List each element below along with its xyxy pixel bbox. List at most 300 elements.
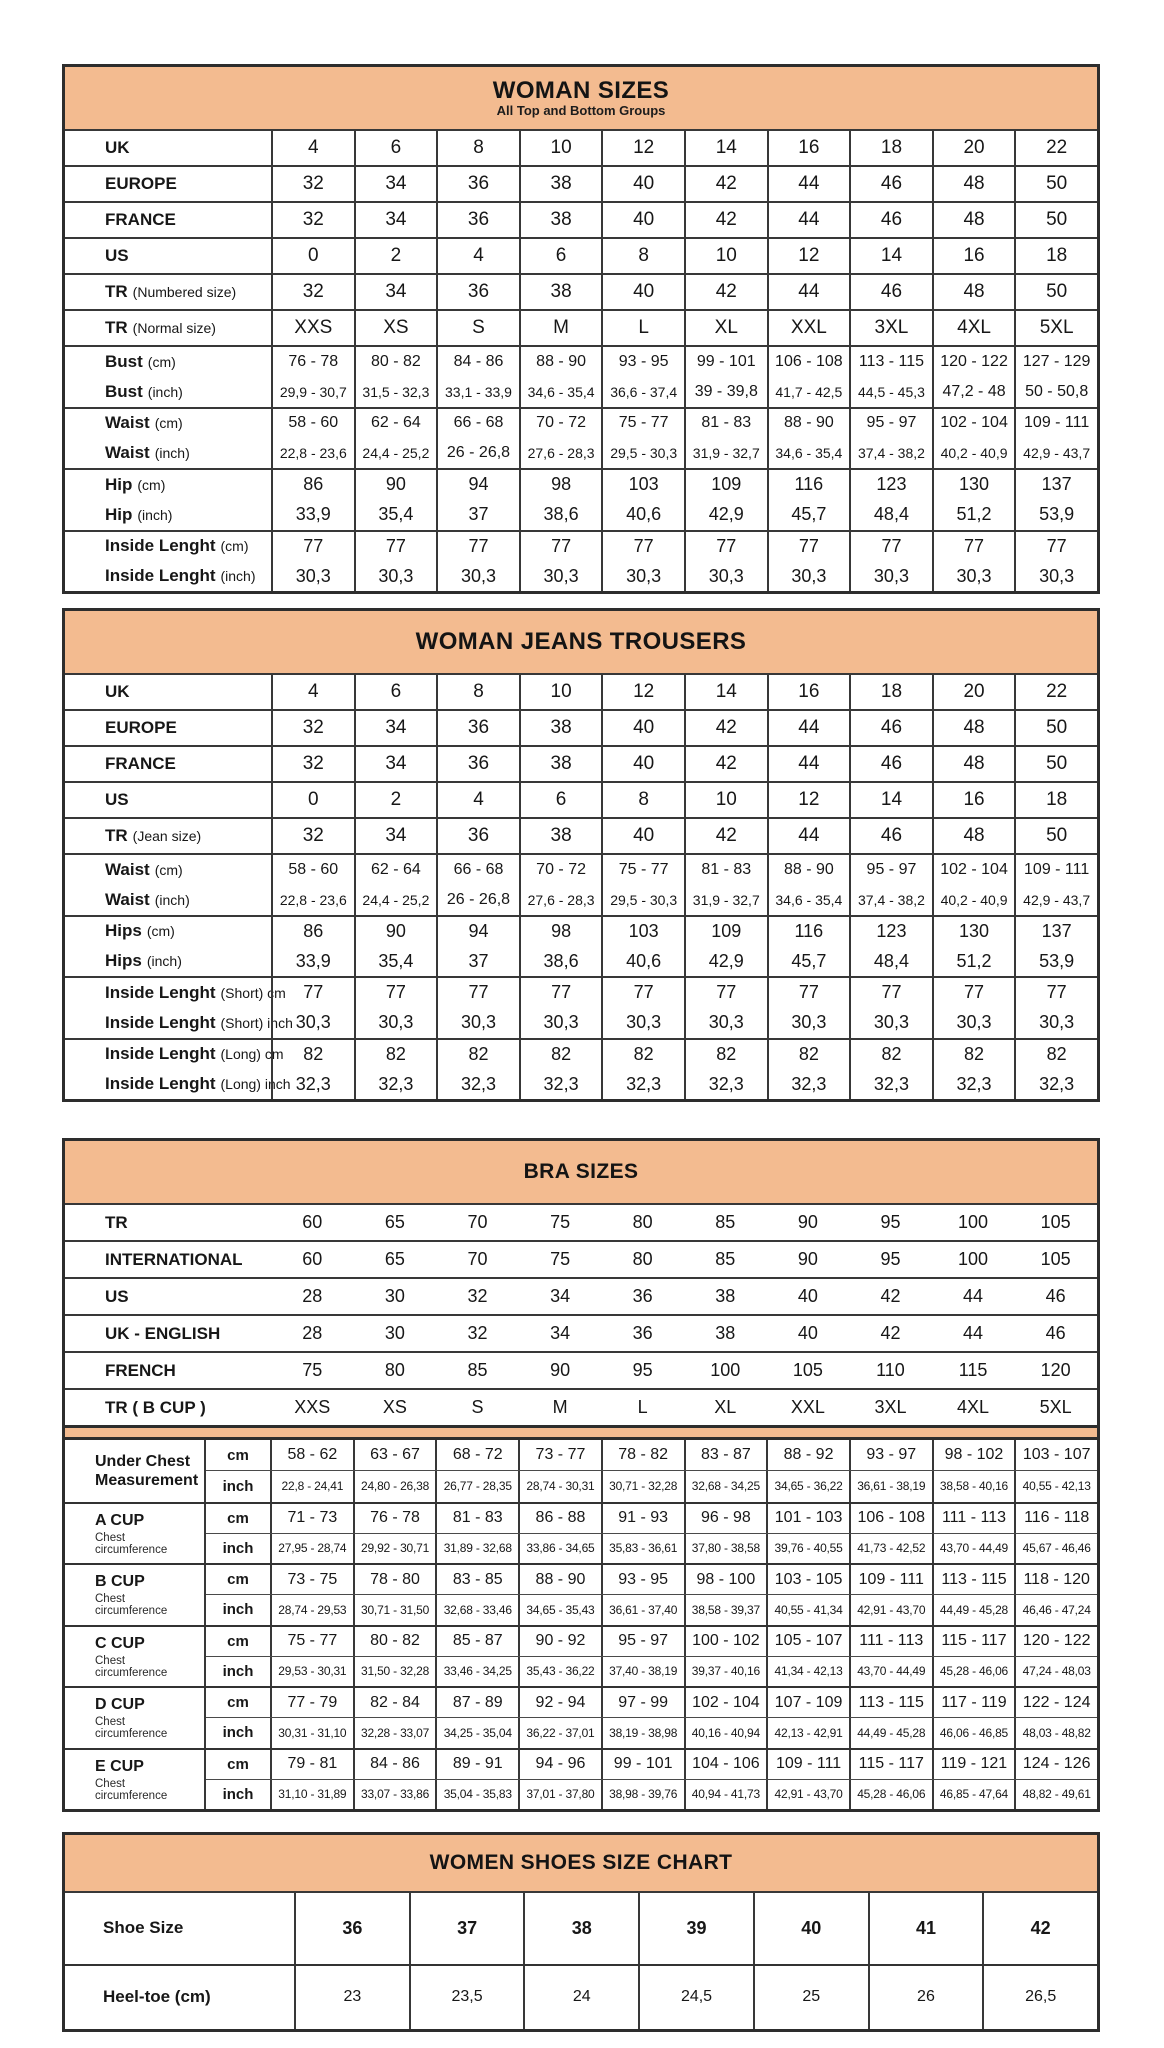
row-label-main: UK - ENGLISH bbox=[105, 1323, 221, 1343]
size-value: 77 bbox=[385, 535, 406, 556]
row-label bbox=[65, 978, 293, 1038]
bra-size-cell: 32 bbox=[467, 1323, 488, 1343]
size-cell-group bbox=[436, 532, 519, 592]
cup-subtitle: Chest circumference bbox=[95, 1654, 168, 1679]
measure-cell: 118 - 120 bbox=[1014, 1565, 1097, 1594]
women-shoes-table bbox=[62, 1832, 1100, 2032]
size-cell: 34 bbox=[354, 711, 437, 745]
size-cell: 42 bbox=[684, 747, 767, 781]
size-value: 27,6 - 28,3 bbox=[527, 891, 595, 908]
size-cell-group bbox=[1014, 532, 1097, 592]
size-cell: 48 bbox=[932, 167, 1015, 201]
bra-size-cell: 30 bbox=[384, 1323, 405, 1343]
size-value: 90 bbox=[385, 474, 406, 495]
measure-cell: 37,01 - 37,80 bbox=[518, 1780, 601, 1809]
row-label-note: (cm) bbox=[220, 538, 249, 555]
size-cell-group bbox=[767, 855, 850, 915]
size-cell-group bbox=[684, 1040, 767, 1100]
measure-cell: 44,49 - 45,28 bbox=[932, 1595, 1015, 1624]
measure-cell: 83 - 87 bbox=[684, 1440, 767, 1470]
size-value: 37 bbox=[468, 504, 489, 525]
shoe-cell: 23 bbox=[294, 1966, 409, 2030]
row-label-note: (inch) bbox=[154, 891, 190, 908]
size-value: 82 bbox=[303, 1043, 324, 1064]
row-label-note: (cm) bbox=[147, 353, 176, 370]
measure-cell: 92 - 94 bbox=[518, 1688, 601, 1717]
size-value: 127 - 129 bbox=[1022, 352, 1091, 370]
row-label-line bbox=[65, 1008, 293, 1038]
size-cell-group bbox=[684, 532, 767, 592]
size-cell: M bbox=[519, 311, 602, 345]
size-row bbox=[65, 237, 1097, 273]
measure-cell: 109 - 111 bbox=[766, 1750, 849, 1779]
size-value: 32,3 bbox=[626, 1073, 662, 1094]
bra-size-cell: 40 bbox=[797, 1286, 818, 1306]
size-cell: 50 bbox=[1014, 275, 1097, 309]
size-value: 37,4 - 38,2 bbox=[857, 891, 925, 908]
unit-label: inch bbox=[222, 1477, 254, 1495]
size-cell-group bbox=[1014, 1040, 1097, 1100]
size-value: 98 bbox=[551, 920, 572, 941]
measure-cell: 32,68 - 34,25 bbox=[684, 1471, 767, 1501]
size-cell-group bbox=[354, 347, 437, 407]
bra-size-cell: 32 bbox=[467, 1286, 488, 1306]
measure-cell: 39,37 - 40,16 bbox=[684, 1657, 767, 1686]
bra-size-cell: 60 bbox=[302, 1249, 323, 1269]
row-label-main: EUROPE bbox=[105, 174, 177, 193]
bra-conversion-row bbox=[65, 1314, 1097, 1351]
size-value: 50 - 50,8 bbox=[1025, 382, 1089, 400]
bra-cup-group bbox=[65, 1440, 1097, 1502]
measure-cell: 115 - 117 bbox=[932, 1627, 1015, 1656]
shoe-cell: 37 bbox=[409, 1893, 524, 1964]
size-cell-group bbox=[1014, 978, 1097, 1038]
size-cell: 50 bbox=[1014, 203, 1097, 237]
bra-size-cell: 42 bbox=[880, 1323, 901, 1343]
measure-cell: 71 - 73 bbox=[270, 1504, 353, 1533]
unit-label: inch bbox=[222, 1785, 254, 1803]
size-cell-group bbox=[354, 978, 437, 1038]
size-value: 30,3 bbox=[1039, 1012, 1075, 1033]
measure-cell: 30,31 - 31,10 bbox=[270, 1718, 353, 1747]
size-value: 77 bbox=[551, 535, 572, 556]
row-label-main: Waist bbox=[105, 859, 150, 879]
size-cell: 10 bbox=[684, 239, 767, 273]
measure-cell: 41,73 - 42,52 bbox=[849, 1534, 932, 1563]
row-label-line bbox=[65, 532, 271, 562]
size-value: 102 - 104 bbox=[940, 860, 1008, 878]
women-shoes-body bbox=[65, 1891, 1097, 2029]
measure-cell: 88 - 90 bbox=[518, 1565, 601, 1594]
measure-row bbox=[206, 1627, 1097, 1656]
size-cell: 36 bbox=[436, 275, 519, 309]
bra-size-cell: XXS bbox=[294, 1397, 331, 1417]
cup-measurements bbox=[204, 1504, 1097, 1564]
size-value: 77 bbox=[633, 535, 654, 556]
size-cell: 18 bbox=[849, 131, 932, 165]
size-cell-group bbox=[436, 855, 519, 915]
row-label-main: Inside Lenght bbox=[105, 1074, 216, 1094]
measure-cell: 37,40 - 38,19 bbox=[601, 1657, 684, 1686]
measure-row bbox=[206, 1565, 1097, 1594]
measure-cell: 28,74 - 30,31 bbox=[518, 1471, 601, 1501]
size-cell-group bbox=[684, 470, 767, 530]
size-value: 94 bbox=[468, 920, 489, 941]
size-value: 88 - 90 bbox=[783, 414, 834, 432]
size-cell-group bbox=[932, 347, 1015, 407]
size-value: 42,9 - 43,7 bbox=[1023, 891, 1091, 908]
size-cell: 6 bbox=[354, 131, 437, 165]
size-cell: 16 bbox=[767, 131, 850, 165]
size-cell-group bbox=[271, 532, 354, 592]
size-cell: 50 bbox=[1014, 819, 1097, 853]
bra-cup-group bbox=[65, 1563, 1097, 1625]
size-row bbox=[65, 309, 1097, 345]
size-cell: 46 bbox=[849, 167, 932, 201]
size-cell: 20 bbox=[932, 131, 1015, 165]
bra-size-cell: 65 bbox=[384, 1249, 405, 1269]
size-value: 29,5 - 30,3 bbox=[610, 445, 678, 462]
size-cell-group bbox=[1014, 409, 1097, 469]
size-cell: 50 bbox=[1014, 711, 1097, 745]
row-label-note: (Short) inch bbox=[220, 1014, 293, 1031]
row-label-note: (Normal size) bbox=[132, 320, 216, 336]
size-value: 90 bbox=[385, 920, 406, 941]
size-value: 58 - 60 bbox=[288, 414, 339, 432]
row-label-line bbox=[65, 885, 271, 915]
size-row bbox=[65, 817, 1097, 853]
size-value: 77 bbox=[881, 982, 902, 1003]
size-value: 102 - 104 bbox=[940, 414, 1008, 432]
row-label-note: (inch) bbox=[154, 445, 190, 462]
bra-size-cell: XXL bbox=[790, 1397, 825, 1417]
size-cell-group bbox=[354, 1040, 437, 1100]
bra-size-cell: 120 bbox=[1040, 1360, 1071, 1380]
size-cell-group bbox=[601, 347, 684, 407]
size-cell: 8 bbox=[436, 131, 519, 165]
size-cell: 14 bbox=[849, 239, 932, 273]
size-value: 34,6 - 35,4 bbox=[775, 445, 843, 462]
measure-cell: 30,71 - 31,50 bbox=[353, 1595, 436, 1624]
size-value: 30,3 bbox=[1039, 565, 1075, 586]
measure-cell: 43,70 - 44,49 bbox=[849, 1657, 932, 1686]
size-value: 66 - 68 bbox=[453, 860, 504, 878]
bra-size-cell: 95 bbox=[632, 1360, 653, 1380]
size-value: 37,4 - 38,2 bbox=[857, 445, 925, 462]
bra-size-cell: 85 bbox=[715, 1249, 736, 1269]
size-cell-group bbox=[849, 978, 932, 1038]
row-label bbox=[65, 532, 271, 592]
size-value: 45,7 bbox=[791, 504, 827, 525]
size-value: 109 bbox=[711, 920, 742, 941]
size-value: 34,6 - 35,4 bbox=[527, 383, 595, 400]
size-cell: 16 bbox=[932, 783, 1015, 817]
measure-cell: 79 - 81 bbox=[270, 1750, 353, 1779]
row-label-main: US bbox=[105, 790, 129, 809]
cup-label bbox=[65, 1627, 204, 1687]
unit-label: inch bbox=[222, 1662, 254, 1680]
size-cell-group bbox=[601, 470, 684, 530]
measure-cell: 68 - 72 bbox=[435, 1440, 518, 1470]
size-cell: 16 bbox=[767, 675, 850, 709]
bra-size-cell: 80 bbox=[632, 1249, 653, 1269]
size-cell: 32 bbox=[271, 167, 354, 201]
size-cell: 38 bbox=[519, 275, 602, 309]
size-value: 29,9 - 30,7 bbox=[279, 383, 347, 400]
measure-cell: 32,28 - 33,07 bbox=[353, 1718, 436, 1747]
size-cell: 8 bbox=[436, 675, 519, 709]
size-cell: 46 bbox=[849, 275, 932, 309]
measure-cell: 99 - 101 bbox=[601, 1750, 684, 1779]
size-cell: 2 bbox=[354, 783, 437, 817]
bra-size-cell: 44 bbox=[963, 1286, 984, 1306]
size-cell-group bbox=[601, 855, 684, 915]
size-cell: 10 bbox=[684, 783, 767, 817]
size-value: 30,3 bbox=[873, 1012, 909, 1033]
measure-cell: 103 - 105 bbox=[766, 1565, 849, 1594]
measure-row bbox=[206, 1504, 1097, 1533]
bra-size-cell: 115 bbox=[958, 1360, 988, 1380]
size-value: 77 bbox=[633, 982, 654, 1003]
size-cell: 32 bbox=[271, 819, 354, 853]
cup-label bbox=[65, 1504, 204, 1564]
row-label-main: Hips bbox=[105, 951, 142, 971]
size-value: 37 bbox=[468, 950, 489, 971]
woman-jeans-body bbox=[65, 673, 1097, 1099]
measure-cell: 45,67 - 46,46 bbox=[1014, 1534, 1097, 1563]
row-label bbox=[65, 747, 271, 781]
size-cell-group bbox=[519, 409, 602, 469]
size-cell-group bbox=[271, 347, 354, 407]
unit-label: inch bbox=[222, 1539, 254, 1557]
size-cell: 6 bbox=[354, 675, 437, 709]
row-label-main: Hip bbox=[105, 474, 133, 494]
size-value: 30,3 bbox=[708, 565, 744, 586]
size-value: 109 - 111 bbox=[1024, 414, 1090, 432]
size-value: 30,3 bbox=[295, 1012, 331, 1033]
measure-cell: 91 - 93 bbox=[601, 1504, 684, 1533]
woman-sizes-header bbox=[65, 67, 1097, 129]
size-value: 81 - 83 bbox=[701, 860, 752, 878]
bra-conversion-rows bbox=[65, 1203, 1097, 1425]
row-label-line bbox=[65, 377, 271, 407]
size-cell: 10 bbox=[519, 675, 602, 709]
size-cell: 18 bbox=[1014, 239, 1097, 273]
bra-size-cell: 70 bbox=[467, 1212, 488, 1232]
size-value: 77 bbox=[303, 535, 324, 556]
bra-size-cell: 105 bbox=[792, 1360, 823, 1380]
size-cell-group bbox=[684, 347, 767, 407]
size-cell: 44 bbox=[767, 203, 850, 237]
row-label-main: INTERNATIONAL bbox=[105, 1249, 243, 1269]
row-label-line bbox=[65, 347, 271, 377]
measure-row bbox=[206, 1779, 1097, 1809]
size-cell-group bbox=[271, 855, 354, 915]
shoe-cell: 39 bbox=[638, 1893, 753, 1964]
size-cell-group bbox=[519, 978, 602, 1038]
bra-separator-band bbox=[65, 1425, 1097, 1440]
measure-cell: 94 - 96 bbox=[518, 1750, 601, 1779]
size-cell-group bbox=[684, 855, 767, 915]
bra-sizes-header bbox=[65, 1141, 1097, 1203]
measure-cell: 22,8 - 24,41 bbox=[270, 1471, 353, 1501]
size-cell-group bbox=[519, 1040, 602, 1100]
cup-label bbox=[65, 1750, 204, 1810]
size-cell: 8 bbox=[601, 239, 684, 273]
size-value: 30,3 bbox=[460, 565, 496, 586]
unit-label: cm bbox=[227, 1509, 249, 1527]
bra-size-cell: L bbox=[637, 1397, 648, 1417]
size-cell-group bbox=[601, 409, 684, 469]
measure-row bbox=[206, 1656, 1097, 1686]
size-cell: 38 bbox=[519, 747, 602, 781]
size-cell: 32 bbox=[271, 275, 354, 309]
size-value: 30,3 bbox=[295, 565, 331, 586]
size-cell: XS bbox=[354, 311, 437, 345]
measure-cell: 38,58 - 39,37 bbox=[684, 1595, 767, 1624]
bra-size-cell: 4XL bbox=[957, 1397, 990, 1417]
size-value: 82 bbox=[716, 1043, 737, 1064]
measure-cell: 41,34 - 42,13 bbox=[766, 1657, 849, 1686]
row-label-note: (inch) bbox=[220, 568, 256, 585]
measure-cell: 103 - 107 bbox=[1014, 1440, 1097, 1470]
size-cell-group bbox=[1014, 470, 1097, 530]
size-value: 40,2 - 40,9 bbox=[940, 445, 1008, 462]
row-label-main: Inside Lenght bbox=[105, 1044, 216, 1064]
size-cell: 36 bbox=[436, 747, 519, 781]
bra-size-cell: 38 bbox=[715, 1323, 736, 1343]
size-value: 130 bbox=[959, 474, 990, 495]
measure-cell: 119 - 121 bbox=[932, 1750, 1015, 1779]
size-cell-group bbox=[849, 917, 932, 977]
size-cell: 0 bbox=[271, 783, 354, 817]
measure-cell: 93 - 97 bbox=[849, 1440, 932, 1470]
size-value: 81 - 83 bbox=[701, 414, 752, 432]
size-value: 75 - 77 bbox=[618, 414, 669, 432]
cup-label bbox=[65, 1440, 204, 1502]
row-label bbox=[65, 409, 271, 469]
bra-size-cell: 80 bbox=[632, 1212, 653, 1232]
size-value: 95 - 97 bbox=[866, 860, 917, 878]
measure-row bbox=[206, 1750, 1097, 1779]
cup-measurements bbox=[204, 1565, 1097, 1625]
size-value: 29,5 - 30,3 bbox=[610, 891, 678, 908]
measure-cell: 35,43 - 36,22 bbox=[518, 1657, 601, 1686]
row-label-main: Shoe Size bbox=[103, 1918, 184, 1938]
size-value: 40,2 - 40,9 bbox=[940, 891, 1008, 908]
size-cell: 22 bbox=[1014, 675, 1097, 709]
size-value: 22,8 - 23,6 bbox=[279, 445, 347, 462]
size-cell-group bbox=[354, 409, 437, 469]
size-value: 103 bbox=[628, 920, 659, 941]
size-cell: 40 bbox=[601, 203, 684, 237]
measure-cell: 48,03 - 48,82 bbox=[1014, 1718, 1097, 1747]
size-cell: 44 bbox=[767, 275, 850, 309]
size-cell-group bbox=[519, 532, 602, 592]
bra-cup-group bbox=[65, 1502, 1097, 1564]
size-cell: 34 bbox=[354, 819, 437, 853]
measure-cell: 29,92 - 30,71 bbox=[353, 1534, 436, 1563]
size-value: 66 - 68 bbox=[453, 414, 504, 432]
bra-size-cell: 110 bbox=[876, 1360, 905, 1380]
size-cell-group bbox=[932, 532, 1015, 592]
woman-sizes-table bbox=[62, 64, 1100, 594]
bra-size-cell: 80 bbox=[384, 1360, 405, 1380]
row-label-main: Hips bbox=[105, 921, 142, 941]
size-value: 137 bbox=[1041, 474, 1072, 495]
bra-size-cell: 85 bbox=[715, 1212, 736, 1232]
row-label-main: Heel-toe (cm) bbox=[103, 1987, 211, 2007]
size-cell: 6 bbox=[519, 783, 602, 817]
row-label-main: TR bbox=[105, 1212, 128, 1232]
size-cell: 4XL bbox=[932, 311, 1015, 345]
cup-label bbox=[65, 1688, 204, 1748]
bra-size-cell: 28 bbox=[302, 1323, 323, 1343]
measure-cell: 42,13 - 42,91 bbox=[766, 1718, 849, 1747]
size-group-row bbox=[65, 853, 1097, 915]
size-cell-group bbox=[767, 978, 850, 1038]
size-cell-group bbox=[849, 1040, 932, 1100]
measure-cell: 87 - 89 bbox=[435, 1688, 518, 1717]
size-value: 40,6 bbox=[626, 504, 662, 525]
size-cell: XL bbox=[684, 311, 767, 345]
row-label bbox=[65, 819, 271, 853]
size-cell: 38 bbox=[519, 203, 602, 237]
row-label bbox=[65, 1242, 271, 1277]
size-value: 38,6 bbox=[543, 504, 579, 525]
cup-title: D CUP bbox=[95, 1696, 145, 1714]
bra-conversion-row bbox=[65, 1351, 1097, 1388]
bra-size-cell: 3XL bbox=[874, 1397, 907, 1417]
size-cell-group bbox=[767, 1040, 850, 1100]
size-value: 32,3 bbox=[956, 1073, 992, 1094]
measure-cell: 36,22 - 37,01 bbox=[518, 1718, 601, 1747]
size-cell-group bbox=[767, 532, 850, 592]
bra-size-cell: 28 bbox=[302, 1286, 323, 1306]
measure-cell: 93 - 95 bbox=[601, 1565, 684, 1594]
measure-cell: 44,49 - 45,28 bbox=[849, 1718, 932, 1747]
measure-row bbox=[206, 1717, 1097, 1747]
size-value: 48,4 bbox=[873, 950, 909, 971]
size-cell-group bbox=[849, 347, 932, 407]
measure-cell: 58 - 62 bbox=[270, 1440, 353, 1470]
row-label-main: UK bbox=[105, 138, 130, 157]
measure-cell: 30,71 - 32,28 bbox=[601, 1471, 684, 1501]
measure-cell: 45,28 - 46,06 bbox=[849, 1780, 932, 1809]
size-cell-group bbox=[932, 855, 1015, 915]
measure-cell: 34,65 - 36,22 bbox=[766, 1471, 849, 1501]
size-cell-group bbox=[354, 917, 437, 977]
size-cell-group bbox=[436, 917, 519, 977]
measure-cell: 86 - 88 bbox=[518, 1504, 601, 1533]
size-value: 34,6 - 35,4 bbox=[775, 891, 843, 908]
measure-cell: 45,28 - 46,06 bbox=[932, 1657, 1015, 1686]
measure-cell: 113 - 115 bbox=[932, 1565, 1015, 1594]
row-label-main: US bbox=[105, 1286, 129, 1306]
size-cell-group bbox=[849, 532, 932, 592]
size-value: 30,3 bbox=[626, 565, 662, 586]
size-cell: 38 bbox=[519, 819, 602, 853]
shoe-cell: 38 bbox=[523, 1893, 638, 1964]
row-label-main: Waist bbox=[105, 413, 150, 433]
size-cell-group bbox=[767, 347, 850, 407]
size-value: 39 - 39,8 bbox=[694, 382, 758, 400]
measure-cell: 40,94 - 41,73 bbox=[684, 1780, 767, 1809]
size-value: 53,9 bbox=[1039, 504, 1075, 525]
size-cell: 12 bbox=[767, 239, 850, 273]
row-label bbox=[65, 1040, 291, 1100]
size-cell: L bbox=[601, 311, 684, 345]
